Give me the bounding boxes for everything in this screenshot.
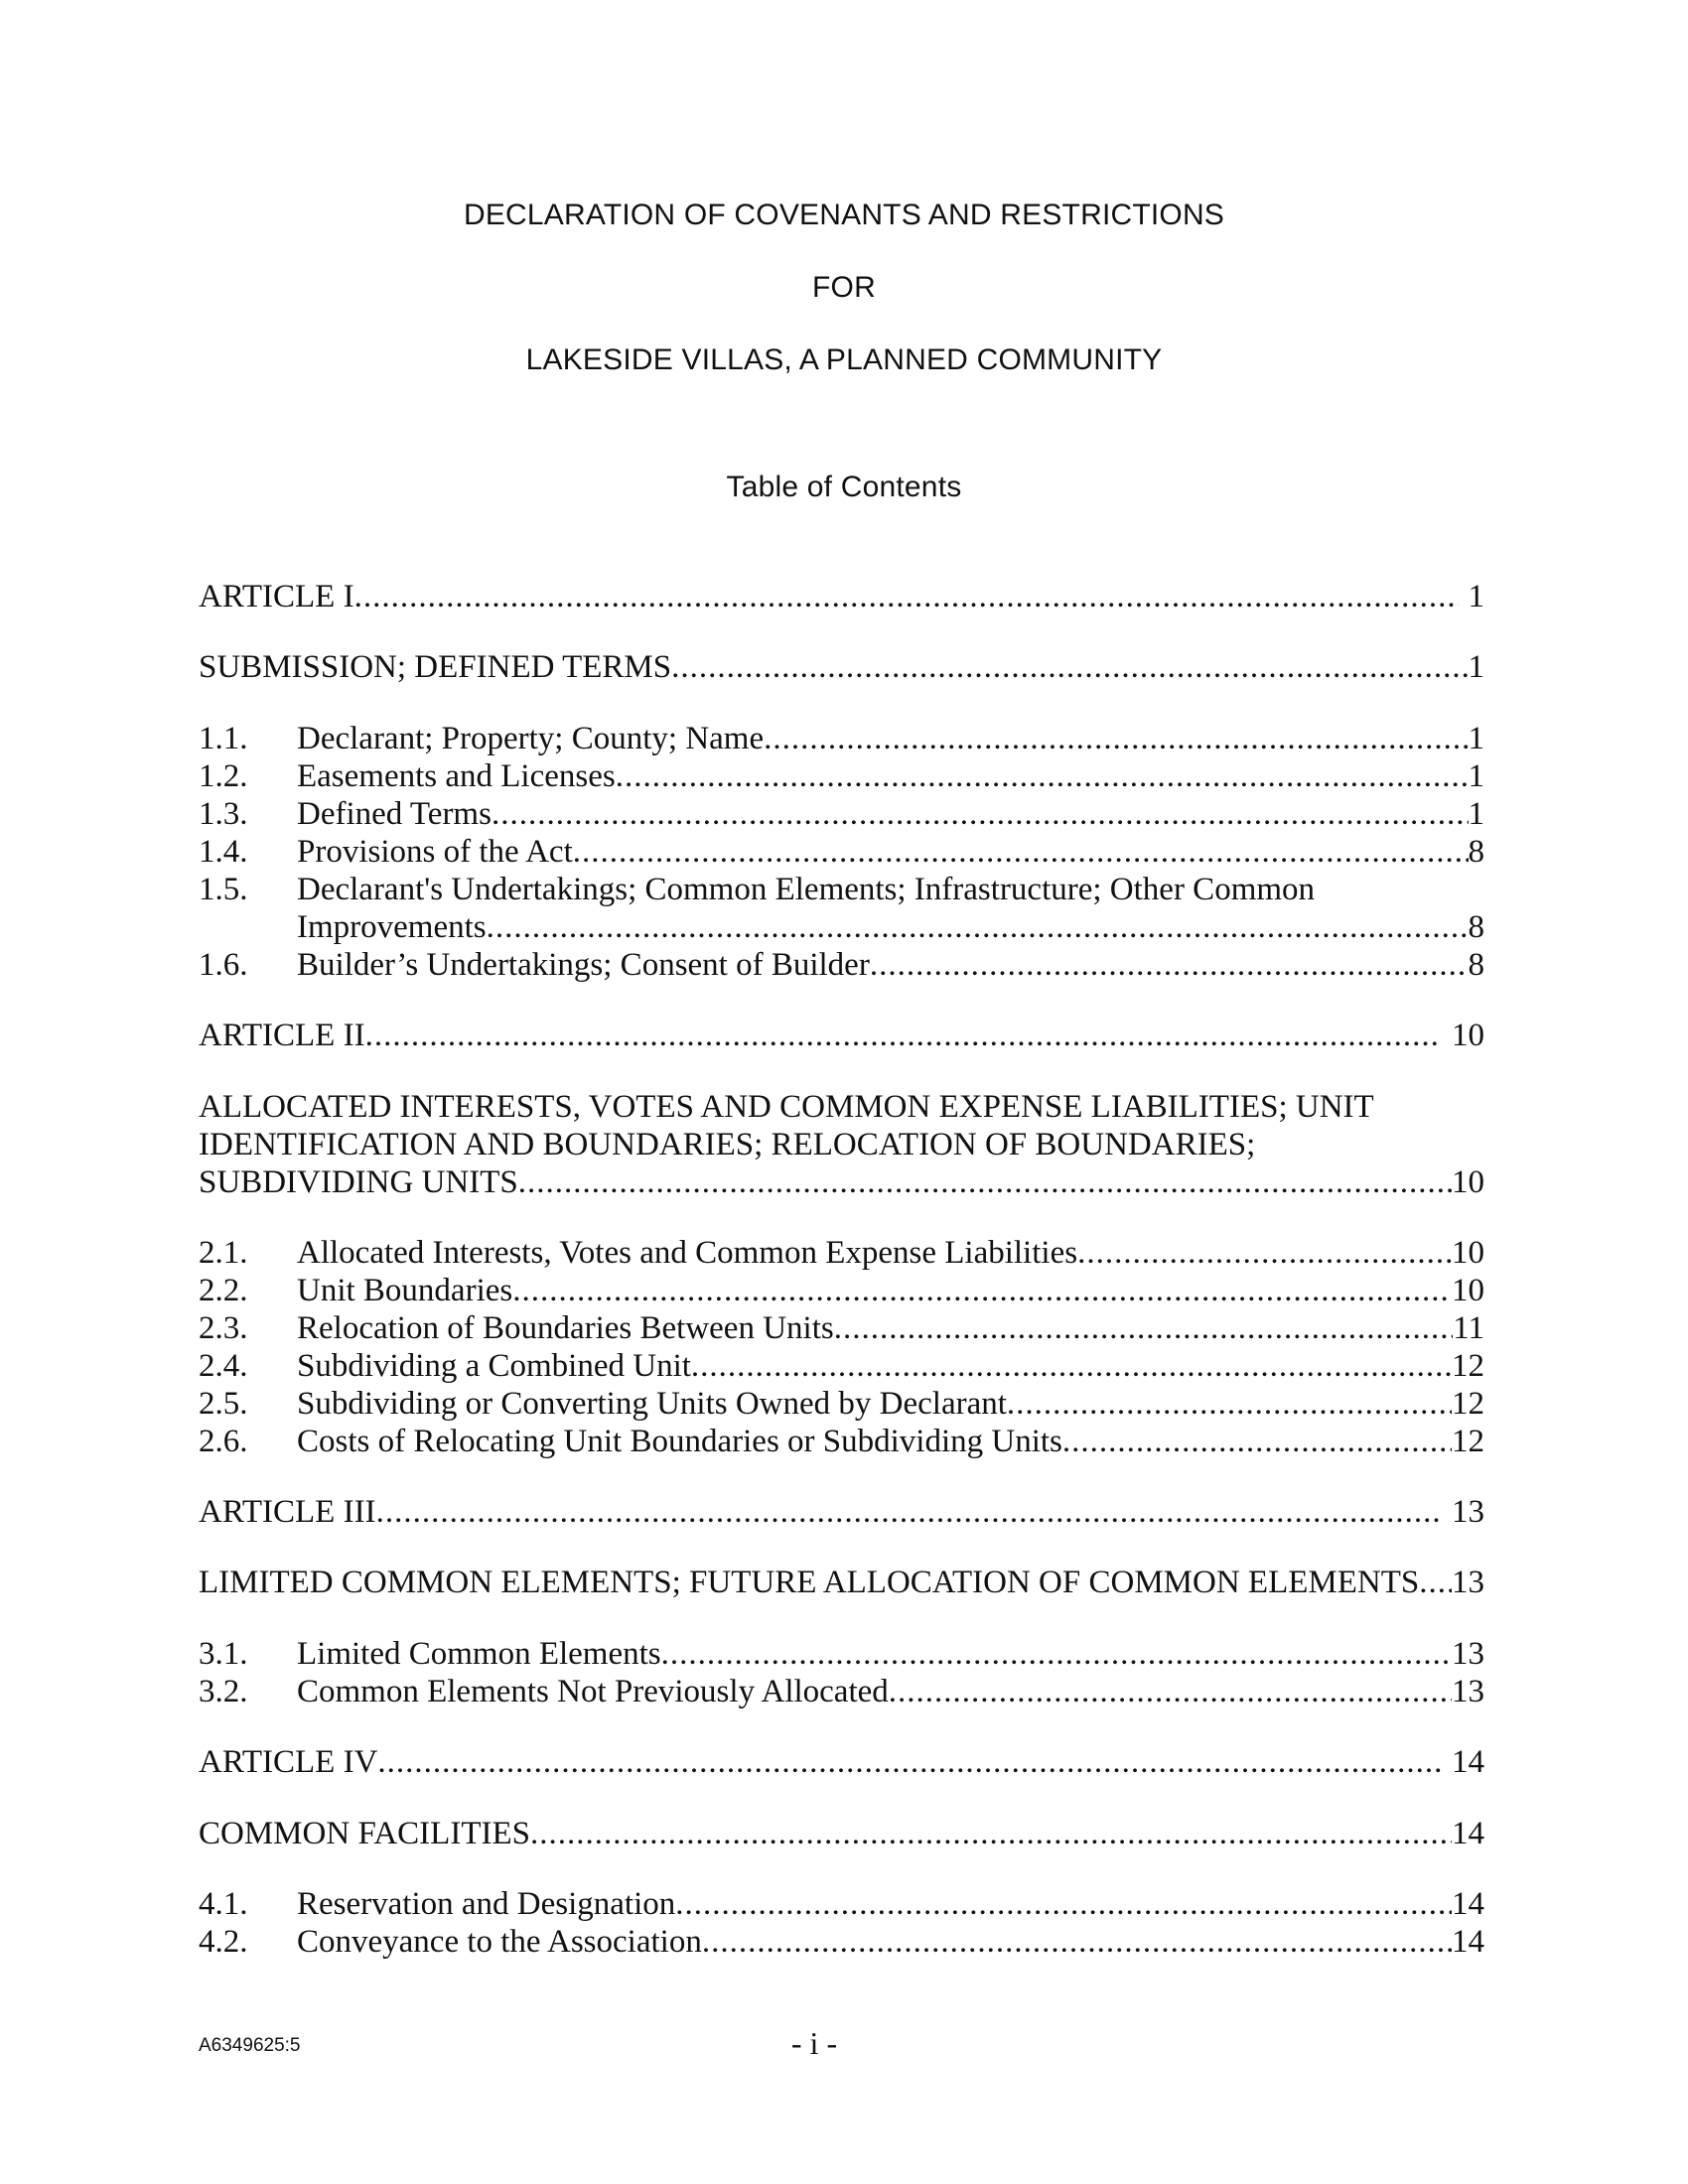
toc-entry-1-4[interactable] xyxy=(199,833,1484,871)
section-number: 1.1. xyxy=(199,721,248,756)
toc-entry-page: 14 xyxy=(1452,1816,1484,1851)
section-number: 4.1. xyxy=(199,1886,248,1922)
toc-entry-label: Builder’s Undertakings; Consent of Builder xyxy=(297,947,870,983)
dot-leader xyxy=(764,720,1468,757)
toc-entry-page: 1 xyxy=(1468,649,1484,685)
toc-entry-article-3[interactable] xyxy=(199,1493,1484,1531)
toc-entry-page: 1 xyxy=(1468,579,1484,614)
dot-leader xyxy=(573,833,1469,871)
document-title-line-2: FOR xyxy=(812,271,876,304)
toc-entry-article-1-title[interactable] xyxy=(199,648,1484,686)
toc-entry-page: 1 xyxy=(1468,796,1484,832)
toc-entry-2-4[interactable] xyxy=(199,1347,1484,1385)
toc-entry-label: Relocation of Boundaries Between Units xyxy=(297,1310,834,1346)
dot-leader xyxy=(691,1347,1452,1385)
toc-entry-article-1[interactable] xyxy=(199,578,1484,615)
toc-entry-page: 12 xyxy=(1452,1386,1484,1422)
toc-entry-article-2-title[interactable] xyxy=(199,1088,1484,1163)
toc-entry-label: Easements and Licenses xyxy=(297,758,616,794)
section-number: 1.6. xyxy=(199,947,248,983)
toc-entry-label: Subdividing a Combined Unit xyxy=(297,1348,691,1384)
toc-entry-page: 10 xyxy=(1452,1018,1484,1053)
document-title-line-1: DECLARATION OF COVENANTS AND RESTRICTIONS xyxy=(463,199,1225,231)
toc-entry-page: 14 xyxy=(1452,1744,1484,1780)
dot-leader xyxy=(616,757,1469,795)
toc-entry-1-3[interactable] xyxy=(199,795,1484,833)
toc-entry-article-4-title[interactable] xyxy=(199,1815,1484,1852)
toc-entry-label: ARTICLE IV xyxy=(199,1744,378,1780)
dot-leader xyxy=(354,578,1459,615)
dot-leader xyxy=(512,1272,1452,1309)
toc-entry-label: Reservation and Designation xyxy=(297,1886,676,1922)
toc-entry-page: 13 xyxy=(1452,1636,1484,1672)
toc-entry-1-1[interactable] xyxy=(199,720,1484,757)
toc-entry-page: 12 xyxy=(1452,1424,1484,1459)
section-number: 3.1. xyxy=(199,1636,248,1672)
toc-entry-1-5-continued[interactable] xyxy=(297,908,1484,946)
page-number: - i - xyxy=(790,2025,838,2061)
toc-entry-4-2[interactable] xyxy=(199,1923,1484,1961)
toc-entry-article-2-title-end[interactable] xyxy=(199,1163,1484,1201)
dot-leader xyxy=(487,908,1469,946)
toc-entry-page: 8 xyxy=(1468,947,1484,983)
dot-leader xyxy=(518,1163,1452,1201)
toc-entry-2-6[interactable] xyxy=(199,1423,1484,1460)
section-number: 1.5. xyxy=(199,872,248,907)
toc-entry-2-2[interactable] xyxy=(199,1272,1484,1309)
document-id: A6349625:5 xyxy=(199,2035,301,2056)
toc-entry-label: LIMITED COMMON ELEMENTS; FUTURE ALLOCATION OF COMMON ELEMENTS xyxy=(199,1565,1420,1600)
toc-entry-label: SUBMISSION; DEFINED TERMS xyxy=(199,649,672,685)
toc-entry-page: 8 xyxy=(1468,909,1484,945)
dot-leader xyxy=(377,1743,1442,1781)
toc-entry-page: 14 xyxy=(1452,1886,1484,1922)
toc-entry-label-continued: Improvements xyxy=(297,909,487,945)
toc-entry-label: Declarant's Undertakings; Common Elements; Infrastructure; Other Common xyxy=(297,872,1316,907)
toc-entry-4-1[interactable] xyxy=(199,1885,1484,1923)
dot-leader xyxy=(661,1635,1452,1673)
section-number: 2.2. xyxy=(199,1273,248,1308)
toc-entry-label: Conveyance to the Association xyxy=(297,1924,702,1960)
dot-leader xyxy=(1077,1234,1452,1272)
dot-leader xyxy=(834,1309,1454,1347)
dot-leader xyxy=(365,1017,1442,1054)
toc-entry-page: 11 xyxy=(1453,1310,1484,1346)
toc-entry-article-4[interactable] xyxy=(199,1743,1484,1781)
toc-entry-page: 1 xyxy=(1468,721,1484,756)
toc-entry-page: 8 xyxy=(1468,834,1484,870)
section-number: 1.4. xyxy=(199,834,248,870)
section-number: 4.2. xyxy=(199,1924,248,1960)
document-title-line-3: LAKESIDE VILLAS, A PLANNED COMMUNITY xyxy=(525,343,1163,376)
dot-leader xyxy=(675,1885,1452,1923)
dot-leader xyxy=(376,1493,1442,1531)
toc-entry-page: 10 xyxy=(1452,1235,1484,1271)
toc-entry-page: 13 xyxy=(1452,1565,1484,1600)
toc-entry-1-2[interactable] xyxy=(199,757,1484,795)
section-number: 2.3. xyxy=(199,1310,248,1346)
section-number: 2.5. xyxy=(199,1386,248,1422)
toc-entry-label: Allocated Interests, Votes and Common Expense Liabilities xyxy=(297,1235,1078,1271)
dot-leader xyxy=(530,1815,1452,1852)
toc-entry-label: COMMON FACILITIES xyxy=(199,1816,530,1851)
dot-leader xyxy=(870,946,1469,984)
toc-entry-label: ARTICLE III xyxy=(199,1494,376,1530)
toc-entry-3-2[interactable] xyxy=(199,1673,1484,1710)
toc-entry-2-3[interactable] xyxy=(199,1309,1484,1347)
dot-leader xyxy=(1419,1564,1452,1601)
toc-entry-page: 10 xyxy=(1452,1273,1484,1308)
toc-entry-label: ARTICLE II xyxy=(199,1018,365,1053)
toc-entry-label: Common Elements Not Previously Allocated xyxy=(297,1674,889,1709)
toc-title: Table of Contents xyxy=(726,471,962,503)
toc-entry-1-5[interactable] xyxy=(199,871,1484,908)
toc-entry-label: Unit Boundaries xyxy=(297,1273,513,1308)
toc-entry-label: Costs of Relocating Unit Boundaries or Subdividing Units xyxy=(297,1424,1062,1459)
section-number: 1.2. xyxy=(199,758,248,794)
toc-entry-label-line-1: ALLOCATED INTERESTS, VOTES AND COMMON EXPENSE LIABILITIES; UNIT xyxy=(199,1089,1374,1125)
toc-entry-label: ARTICLE I xyxy=(199,579,354,614)
toc-entry-article-2[interactable] xyxy=(199,1017,1484,1054)
toc-entry-label: Limited Common Elements xyxy=(297,1636,661,1672)
dot-leader xyxy=(492,795,1469,833)
dot-leader xyxy=(889,1673,1452,1710)
dot-leader xyxy=(1007,1385,1452,1423)
section-number: 1.3. xyxy=(199,796,248,832)
toc-entry-page: 13 xyxy=(1452,1674,1484,1709)
toc-entry-label-line-3: SUBDIVIDING UNITS xyxy=(199,1164,518,1200)
dot-leader xyxy=(671,648,1468,686)
section-number: 2.1. xyxy=(199,1235,248,1271)
toc-entry-label: Provisions of the Act xyxy=(297,834,573,870)
toc-entry-2-1[interactable] xyxy=(199,1234,1484,1272)
toc-entry-2-5[interactable] xyxy=(199,1385,1484,1423)
toc-entry-page: 1 xyxy=(1468,758,1484,794)
section-number: 3.2. xyxy=(199,1674,248,1709)
toc-entry-page: 14 xyxy=(1452,1924,1484,1960)
toc-entry-article-3-title[interactable] xyxy=(199,1564,1484,1601)
toc-entry-3-1[interactable] xyxy=(199,1635,1484,1673)
toc-entry-page: 12 xyxy=(1452,1348,1484,1384)
section-number: 2.6. xyxy=(199,1424,248,1459)
toc-entry-label: Declarant; Property; County; Name xyxy=(297,721,765,756)
section-number: 2.4. xyxy=(199,1348,248,1384)
toc-entry-label: Defined Terms xyxy=(297,796,492,832)
toc-entry-label: Subdividing or Converting Units Owned by Declarant xyxy=(297,1386,1007,1422)
dot-leader xyxy=(702,1923,1452,1961)
toc-entry-page: 13 xyxy=(1452,1494,1484,1530)
dot-leader xyxy=(1062,1423,1452,1460)
toc-entry-1-6[interactable] xyxy=(199,946,1484,984)
toc-entry-label-line-2: IDENTIFICATION AND BOUNDARIES; RELOCATION OF BOUNDARIES; xyxy=(199,1127,1256,1162)
toc-entry-page: 10 xyxy=(1452,1164,1484,1200)
